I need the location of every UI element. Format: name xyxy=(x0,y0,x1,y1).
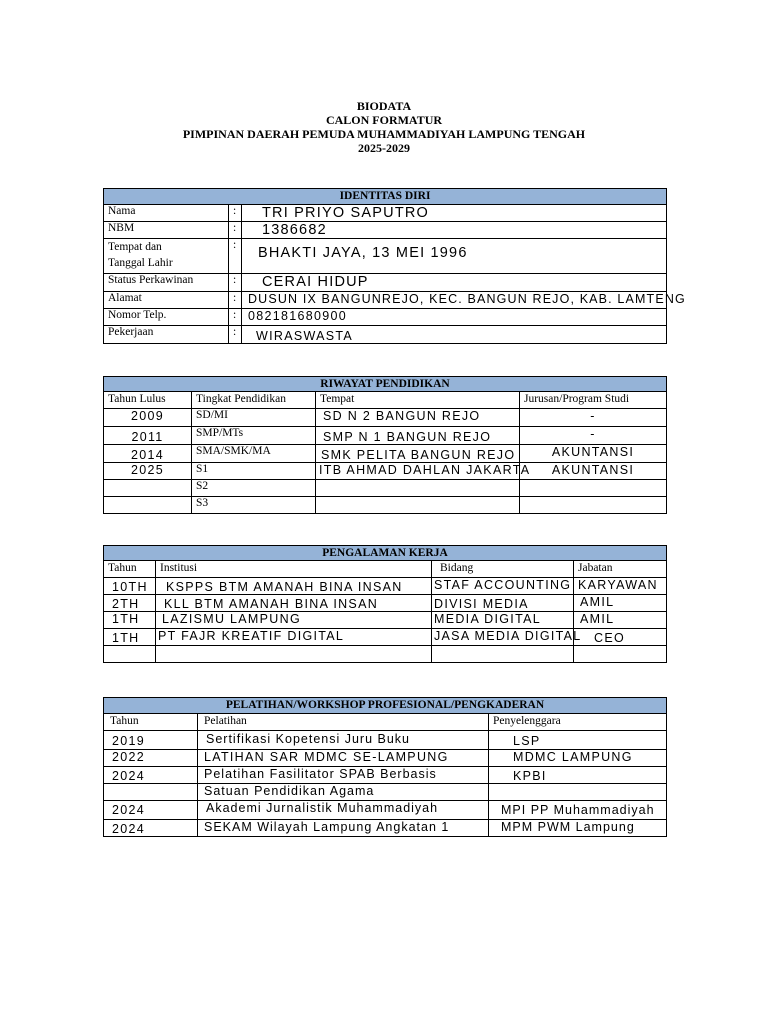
pendidikan-table xyxy=(103,376,667,514)
label-nama: Nama xyxy=(104,205,229,222)
table-row xyxy=(104,480,667,497)
table-row xyxy=(104,326,667,344)
pengalaman-title: PENGALAMAN KERJA xyxy=(104,546,667,561)
cell-jabatan xyxy=(574,646,667,663)
cell-pelatihan: Sertifikasi Kopetensi Juru Buku xyxy=(198,731,489,750)
table-row xyxy=(104,409,667,427)
label-ttl-line1: Tempat dan xyxy=(108,241,162,253)
cell-tahun: 2011 xyxy=(104,427,192,445)
value-ttl: BHAKTI JAYA, 13 MEI 1996 xyxy=(242,239,667,274)
table-row xyxy=(104,801,667,820)
value-pekerjaan: WIRASWASTA xyxy=(242,326,667,344)
value-nbm: 1386682 xyxy=(242,222,667,239)
cell-tingkat: S3 xyxy=(192,497,316,514)
cell-pelatihan: Pelatihan Fasilitator SPAB Berbasis xyxy=(198,767,489,784)
colon: : xyxy=(229,239,242,274)
cell-tahun xyxy=(104,497,192,514)
cell-jurusan: - xyxy=(520,427,667,445)
cell-penyelenggara: MPM PWM Lampung xyxy=(489,820,667,837)
cell-jabatan: AMIL xyxy=(574,595,667,612)
col-jabatan: Jabatan xyxy=(574,561,667,578)
cell-tahun: 2TH xyxy=(104,595,156,612)
table-header-row xyxy=(104,392,667,409)
table-row xyxy=(104,578,667,595)
pendidikan-title: RIWAYAT PENDIDIKAN xyxy=(104,377,667,392)
colon: : xyxy=(229,205,242,222)
cell-tingkat: SMP/MTs xyxy=(192,427,316,445)
cell-penyelenggara: LSP xyxy=(489,731,667,750)
table-row xyxy=(104,239,667,274)
value-telp: 082181680900 xyxy=(242,309,667,326)
table-row xyxy=(104,750,667,767)
cell-tahun: 2014 xyxy=(104,445,192,463)
label-status: Status Perkawinan xyxy=(104,274,229,292)
colon: : xyxy=(229,222,242,239)
cell-tingkat: S2 xyxy=(192,480,316,497)
cell-tahun xyxy=(104,480,192,497)
col-tahun: Tahun xyxy=(104,561,156,578)
cell-tahun: 2022 xyxy=(104,750,198,767)
cell-tempat: ITB AHMAD DAHLAN JAKARTA xyxy=(316,463,520,480)
cell-tahun: 10TH xyxy=(104,578,156,595)
cell-tingkat: S1 xyxy=(192,463,316,480)
cell-tahun: 2019 xyxy=(104,731,198,750)
cell-institusi: PT FAJR KREATIF DIGITAL xyxy=(156,629,432,646)
table-row xyxy=(104,731,667,750)
colon: : xyxy=(229,274,242,292)
table-row xyxy=(104,784,667,801)
col-jurusan: Jurusan/Program Studi xyxy=(520,392,667,409)
value-nama: TRI PRIYO SAPUTRO xyxy=(242,205,667,222)
cell-jurusan xyxy=(520,497,667,514)
table-row xyxy=(104,427,667,445)
col-pelatihan: Pelatihan xyxy=(198,714,489,731)
cell-jabatan: CEO xyxy=(574,629,667,646)
table-row xyxy=(104,205,667,222)
cell-tahun xyxy=(104,784,198,801)
table-row xyxy=(104,820,667,837)
cell-jurusan xyxy=(520,480,667,497)
label-ttl xyxy=(104,239,229,274)
cell-bidang: MEDIA DIGITAL xyxy=(432,612,574,629)
col-tahun-lulus: Tahun Lulus xyxy=(104,392,192,409)
table-row xyxy=(104,274,667,292)
identitas-table xyxy=(103,188,686,344)
cell-penyelenggara: MPI PP Muhammadiyah xyxy=(489,801,667,820)
table-row xyxy=(104,767,667,784)
pengalaman-table xyxy=(103,545,667,663)
colon: : xyxy=(229,326,242,344)
value-alamat: DUSUN IX BANGUNREJO, KEC. BANGUN REJO, KAB. LAMTENG xyxy=(242,292,667,309)
cell-tahun xyxy=(104,646,156,663)
cell-tempat xyxy=(316,480,520,497)
doc-subtitle: CALON FORMATUR xyxy=(325,113,443,127)
cell-jurusan: AKUNTANSI xyxy=(520,445,667,463)
label-telp: Nomor Telp. xyxy=(104,309,229,326)
table-row xyxy=(104,309,667,326)
col-tempat: Tempat xyxy=(316,392,520,409)
col-penyelenggara: Penyelenggara xyxy=(489,714,667,731)
table-row xyxy=(104,612,667,629)
table-row xyxy=(104,595,667,612)
cell-institusi: KLL BTM AMANAH BINA INSAN xyxy=(156,595,432,612)
colon: : xyxy=(229,309,242,326)
cell-jabatan: AMIL xyxy=(574,612,667,629)
cell-bidang: STAF ACCOUNTING xyxy=(432,578,574,595)
cell-tahun: 2024 xyxy=(104,820,198,837)
identitas-title: IDENTITAS DIRI xyxy=(104,189,667,205)
table-row xyxy=(104,292,667,309)
doc-title: BIODATA xyxy=(356,99,412,113)
cell-penyelenggara: MDMC LAMPUNG xyxy=(489,750,667,767)
cell-tingkat: SD/MI xyxy=(192,409,316,427)
col-tahun: Tahun xyxy=(104,714,198,731)
cell-tahun: 2009 xyxy=(104,409,192,427)
col-institusi: Institusi xyxy=(156,561,432,578)
table-row xyxy=(104,445,667,463)
cell-bidang xyxy=(432,646,574,663)
table-row xyxy=(104,629,667,646)
pelatihan-table xyxy=(103,697,667,837)
cell-pelatihan: Akademi Jurnalistik Muhammadiyah xyxy=(198,801,489,820)
cell-institusi xyxy=(156,646,432,663)
cell-pelatihan: LATIHAN SAR MDMC SE-LAMPUNG xyxy=(198,750,489,767)
cell-bidang: DIVISI MEDIA xyxy=(432,595,574,612)
pelatihan-title: PELATIHAN/WORKSHOP PROFESIONAL/PENGKADERAN xyxy=(104,698,667,714)
cell-penyelenggara xyxy=(489,784,667,801)
cell-bidang: JASA MEDIA DIGITAL xyxy=(432,629,574,646)
cell-tempat: SMK PELITA BANGUN REJO xyxy=(316,445,520,463)
table-header-row xyxy=(104,561,667,578)
cell-pelatihan: Satuan Pendidikan Agama xyxy=(198,784,489,801)
col-bidang: Bidang xyxy=(432,561,574,578)
cell-tahun: 2024 xyxy=(104,767,198,784)
cell-jabatan: KARYAWAN xyxy=(574,578,667,595)
cell-tahun: 2025 xyxy=(104,463,192,480)
cell-institusi: KSPPS BTM AMANAH BINA INSAN xyxy=(156,578,432,595)
cell-tahun: 1TH xyxy=(104,612,156,629)
cell-tempat: SMP N 1 BANGUN REJO xyxy=(316,427,520,445)
label-pekerjaan: Pekerjaan xyxy=(104,326,229,344)
cell-jurusan: - xyxy=(520,409,667,427)
label-ttl-line2: Tanggal Lahir xyxy=(108,257,173,269)
table-row xyxy=(104,497,667,514)
table-row xyxy=(104,646,667,663)
cell-tempat xyxy=(316,497,520,514)
col-tingkat: Tingkat Pendidikan xyxy=(192,392,316,409)
document-header xyxy=(0,99,768,155)
value-status: CERAI HIDUP xyxy=(242,274,667,292)
label-nbm: NBM xyxy=(104,222,229,239)
cell-tahun: 1TH xyxy=(104,629,156,646)
cell-jurusan: AKUNTANSI xyxy=(520,463,667,480)
cell-tahun: 2024 xyxy=(104,801,198,820)
cell-penyelenggara: KPBI xyxy=(489,767,667,784)
cell-tingkat: SMA/SMK/MA xyxy=(192,445,316,463)
doc-period: 2025-2029 xyxy=(358,141,410,155)
table-row xyxy=(104,463,667,480)
cell-institusi: LAZISMU LAMPUNG xyxy=(156,612,432,629)
table-header-row xyxy=(104,714,667,731)
doc-organization: PIMPINAN DAERAH PEMUDA MUHAMMADIYAH LAMPUNG TENGAH xyxy=(182,127,586,141)
label-alamat: Alamat xyxy=(104,292,229,309)
cell-tempat: SD N 2 BANGUN REJO xyxy=(316,409,520,427)
cell-pelatihan: SEKAM Wilayah Lampung Angkatan 1 xyxy=(198,820,489,837)
table-row xyxy=(104,222,667,239)
colon: : xyxy=(229,292,242,309)
